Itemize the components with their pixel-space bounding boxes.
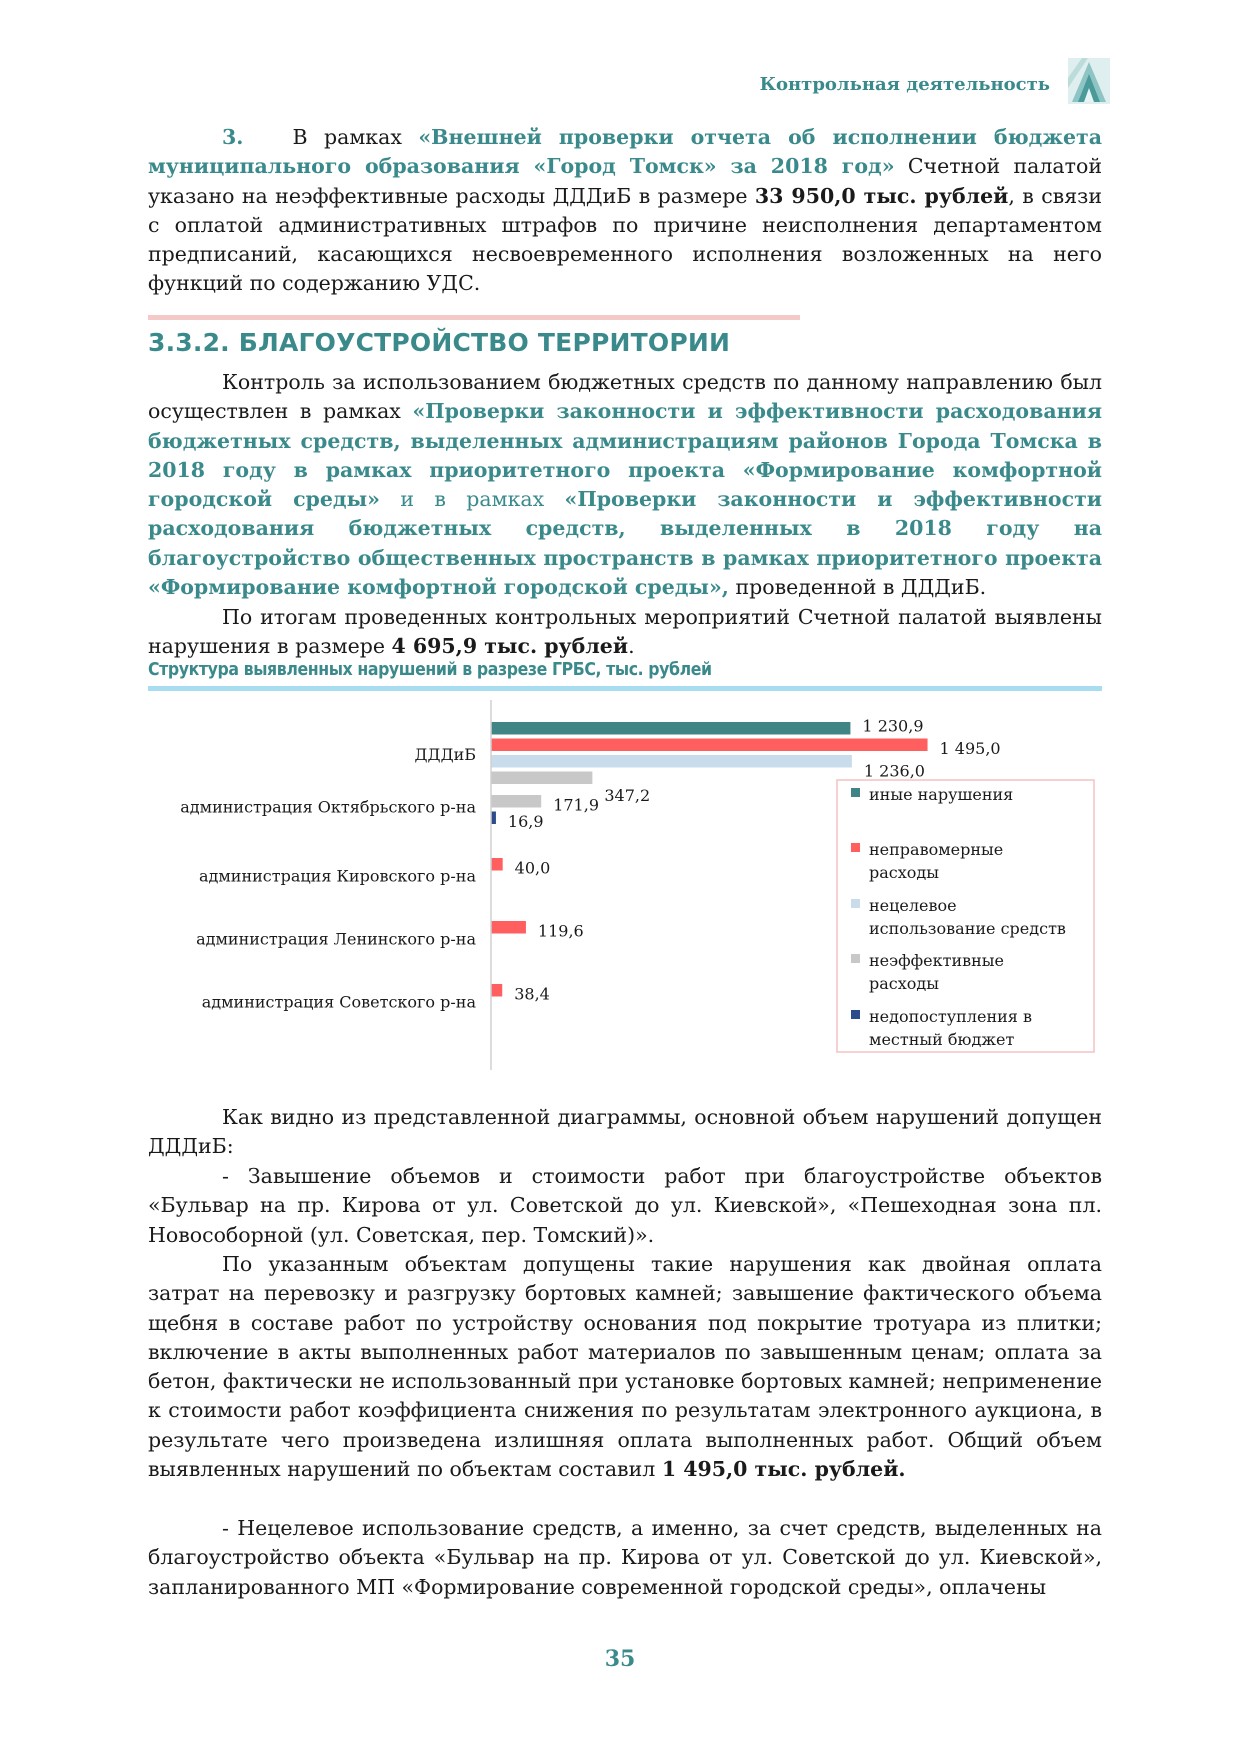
chart-data-label: 119,6	[537, 921, 584, 941]
chart-data-label: 38,4	[514, 984, 550, 1004]
intro-text-1: В рамках	[292, 125, 402, 149]
legend-swatch	[851, 788, 860, 797]
legend-label: неэффективные расходы	[869, 951, 1004, 993]
legend-label: нецелевое использование средств	[869, 896, 1066, 938]
chart-data-label: 1 236,0	[863, 761, 925, 781]
chart-caption: Структура выявленных нарушений в разрезе ГРБС, тыс. рублей	[148, 660, 712, 680]
caption-rule	[148, 686, 1102, 691]
chart-category-label: администрация Советского р-на	[201, 992, 476, 1012]
violations-description: По указанным объектам допущены такие нарушения как двойная оплата затрат на перевозку и разгрузку бортовых камней; завышение фактического объема щебня в составе работ по устройству основания под покрытие тротуара из плитки; включение в акты выполненных работ материалов по завышенным ценам; оплата за бетон, фактически не использованный при установке бортовых камней; неприменение к стоимости работ коэффициента снижения по результатам электронного аукциона, в результате чего произведена излишняя оплата выполненных работ. Общий объем выявленных нарушений по объектам составил	[148, 1252, 1102, 1482]
violations-bar-chart	[148, 700, 1108, 1070]
legend-label: иные нарушения	[869, 785, 1014, 804]
check-name-1: «Проверки законности и эффективности расходования бюджетных средств, выделенных администрациям районов Города Томска в 2018 году в рамках приоритетного проекта «Формирование комфортной городской среды»	[148, 399, 1102, 512]
chart-category-label: администрация Октябрьского р-на	[180, 797, 476, 817]
chart-bar	[491, 755, 852, 768]
legend-swatch	[851, 1010, 860, 1019]
running-header-title: Контрольная деятельность	[759, 74, 1050, 95]
after-chart-paragraph-3	[148, 1250, 1102, 1484]
chart-bar	[491, 921, 526, 934]
chart-legend	[837, 780, 1094, 1052]
section-text-3: проведенной в ДДДиБ.	[735, 575, 987, 600]
after-chart-paragraph-1: Как видно из представленной диаграммы, основной объем нарушений допущен ДДДиБ:	[148, 1105, 1102, 1159]
section-divider	[148, 315, 800, 320]
paragraph-number: 3.	[222, 125, 244, 149]
chart-bar	[491, 984, 502, 997]
results-text-1: По итогам проведенных контрольных мероприятий Счетной палатой выявлены нарушения в размере	[148, 605, 1102, 659]
section-text-2: и в рамках	[400, 487, 545, 512]
chart-bar	[491, 772, 592, 785]
section-paragraph	[148, 368, 1102, 602]
intro-paragraph	[148, 123, 1102, 299]
chart-bar	[491, 795, 541, 808]
results-amount: 4 695,9 тыс. рублей	[391, 634, 629, 659]
violations-amount: 1 495,0 тыс. рублей.	[661, 1457, 906, 1482]
intro-amount: 33 950,0 тыс. рублей	[754, 183, 1009, 208]
section-title: 3.3.2. БЛАГОУСТРОЙСТВО ТЕРРИТОРИИ	[148, 328, 731, 357]
chart-category-label: администрация Кировского р-на	[198, 866, 476, 886]
legend-label: недопоступления в местный бюджет	[869, 1007, 1032, 1049]
legend-swatch	[851, 843, 860, 852]
check-name-2: «Проверки законности и эффективности расходования бюджетных средств, выделенных в 2018 году на благоустройство общественных пространств в рамках приоритетного проекта «Формирование комфортной городской среды»,	[148, 487, 1102, 600]
chart-category-label: ДДДиБ	[414, 745, 476, 764]
chart-bar	[491, 858, 503, 871]
legend-swatch	[851, 899, 860, 908]
after-chart-paragraph-4: - Нецелевое использование средств, а именно, за счет средств, выделенных на благоустройство объекта «Бульвар на пр. Кирова от ул. Советской до ул. Киевской», запланированного МП «Формирование современной городской среды», оплачены	[148, 1516, 1102, 1599]
chart-bar	[491, 739, 928, 752]
results-text-2: .	[628, 634, 635, 659]
section-text-1: Контроль за использованием бюджетных средств по данному направлению был осуществлен в рамках	[148, 370, 1102, 424]
triangle-logo-icon	[1068, 58, 1110, 104]
legend-swatch	[851, 954, 860, 963]
intro-text-3: , в связи с оплатой административных штрафов по причине неисполнения департаментом предписаний, касающихся несвоевременного исполнения возложенных на него функций по содержанию УДС.	[148, 183, 1102, 296]
chart-data-label: 16,9	[507, 811, 544, 831]
legend-label: неправомерные расходы	[869, 840, 1004, 882]
chart-bar	[491, 722, 850, 735]
after-chart-paragraph-2: - Завышение объемов и стоимости работ при благоустройстве объектов «Бульвар на пр. Кирова от ул. Советской до ул. Киевской», «Пешеходная зона пл. Новособорной (ул. Советская, пер. Томский)».	[148, 1164, 1102, 1247]
chart-data-label: 1 495,0	[939, 738, 1001, 758]
chart-data-label: 1 230,9	[862, 716, 924, 736]
chart-data-label: 40,0	[514, 858, 551, 878]
results-paragraph	[148, 603, 1102, 662]
chart-category-label: администрация Ленинского р-на	[196, 929, 476, 949]
audit-name: «Внешней проверки отчета об исполнении бюджета муниципального образования «Город Томск» за 2018 год»	[148, 125, 1102, 179]
chart-data-label: 171,9	[553, 795, 600, 815]
page-number: 35	[604, 1646, 636, 1672]
chart-data-label: 347,2	[604, 785, 651, 805]
intro-text-2: Счетной палатой указано на неэффективные расходы ДДДиБ в размере	[148, 154, 1102, 208]
